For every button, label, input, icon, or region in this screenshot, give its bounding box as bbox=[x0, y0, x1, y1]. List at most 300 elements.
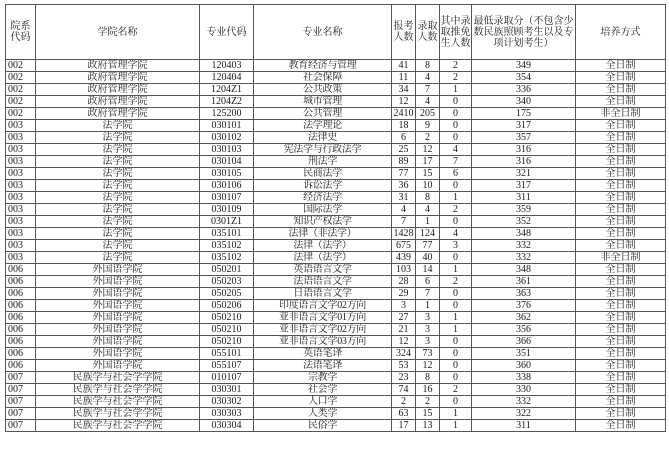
cell-applicants: 2 bbox=[392, 396, 416, 408]
cell-department-code: 006 bbox=[6, 336, 36, 348]
cell-department-code: 003 bbox=[6, 252, 36, 264]
cell-department-code: 003 bbox=[6, 132, 36, 144]
cell-major-name: 法学理论 bbox=[254, 120, 392, 132]
cell-min-score: 359 bbox=[472, 204, 576, 216]
cell-admitted: 17 bbox=[416, 156, 440, 168]
cell-major-name: 日语语言文学 bbox=[254, 288, 392, 300]
cell-admitted: 10 bbox=[416, 180, 440, 192]
cell-major-name: 英语语言文学 bbox=[254, 264, 392, 276]
table-row bbox=[6, 180, 666, 192]
cell-major-code: 030301 bbox=[200, 384, 254, 396]
cell-department-code: 002 bbox=[6, 108, 36, 120]
cell-admitted: 3 bbox=[416, 336, 440, 348]
cell-department-code: 003 bbox=[6, 192, 36, 204]
cell-study-mode: 全日制 bbox=[576, 408, 666, 420]
cell-major-code: 030101 bbox=[200, 120, 254, 132]
cell-exempt-admitted: 2 bbox=[440, 276, 472, 288]
table-row bbox=[6, 84, 666, 96]
cell-major-code: 030303 bbox=[200, 408, 254, 420]
cell-major-code: 030105 bbox=[200, 168, 254, 180]
cell-major-name: 知识产权法学 bbox=[254, 216, 392, 228]
cell-study-mode: 全日制 bbox=[576, 384, 666, 396]
cell-admitted: 13 bbox=[416, 420, 440, 432]
cell-study-mode: 全日制 bbox=[576, 144, 666, 156]
cell-major-name: 民商法学 bbox=[254, 168, 392, 180]
cell-admitted: 7 bbox=[416, 288, 440, 300]
cell-min-score: 332 bbox=[472, 396, 576, 408]
table-row bbox=[6, 324, 666, 336]
cell-exempt-admitted: 0 bbox=[440, 336, 472, 348]
table-row bbox=[6, 348, 666, 360]
cell-exempt-admitted: 2 bbox=[440, 72, 472, 84]
cell-study-mode: 全日制 bbox=[576, 276, 666, 288]
table-row bbox=[6, 216, 666, 228]
cell-major-code: 030104 bbox=[200, 156, 254, 168]
table-row bbox=[6, 60, 666, 72]
cell-study-mode: 非全日制 bbox=[576, 108, 666, 120]
cell-admitted: 12 bbox=[416, 360, 440, 372]
cell-major-code: 125200 bbox=[200, 108, 254, 120]
cell-applicants: 12 bbox=[392, 96, 416, 108]
cell-department-code: 006 bbox=[6, 288, 36, 300]
cell-applicants: 324 bbox=[392, 348, 416, 360]
table-row bbox=[6, 204, 666, 216]
cell-applicants: 34 bbox=[392, 84, 416, 96]
cell-study-mode: 全日制 bbox=[576, 120, 666, 132]
cell-major-code: 030103 bbox=[200, 144, 254, 156]
table-row bbox=[6, 264, 666, 276]
cell-exempt-admitted: 4 bbox=[440, 228, 472, 240]
cell-major-name: 英语笔译 bbox=[254, 348, 392, 360]
cell-major-code: 055107 bbox=[200, 360, 254, 372]
cell-department-code: 003 bbox=[6, 144, 36, 156]
cell-major-name: 国际法学 bbox=[254, 204, 392, 216]
cell-major-name: 亚非语言文学02方向 bbox=[254, 324, 392, 336]
cell-min-score: 352 bbox=[472, 216, 576, 228]
cell-major-name: 教育经济与管理 bbox=[254, 60, 392, 72]
cell-major-name: 法语语言文学 bbox=[254, 276, 392, 288]
cell-major-code: 0301Z1 bbox=[200, 216, 254, 228]
cell-department-code: 003 bbox=[6, 240, 36, 252]
cell-major-name: 法语笔译 bbox=[254, 360, 392, 372]
cell-department-code: 002 bbox=[6, 84, 36, 96]
cell-admitted: 16 bbox=[416, 384, 440, 396]
cell-exempt-admitted: 1 bbox=[440, 192, 472, 204]
table-row bbox=[6, 288, 666, 300]
cell-major-name: 诉讼法学 bbox=[254, 180, 392, 192]
cell-study-mode: 全日制 bbox=[576, 348, 666, 360]
cell-major-code: 010107 bbox=[200, 372, 254, 384]
cell-exempt-admitted: 1 bbox=[440, 420, 472, 432]
cell-major-code: 030109 bbox=[200, 204, 254, 216]
cell-applicants: 12 bbox=[392, 336, 416, 348]
cell-admitted: 15 bbox=[416, 408, 440, 420]
cell-major-name: 法律（法学） bbox=[254, 240, 392, 252]
cell-min-score: 360 bbox=[472, 360, 576, 372]
cell-study-mode: 全日制 bbox=[576, 180, 666, 192]
cell-study-mode: 非全日制 bbox=[576, 252, 666, 264]
cell-major-name: 刑法学 bbox=[254, 156, 392, 168]
cell-min-score: 356 bbox=[472, 324, 576, 336]
cell-major-code: 055101 bbox=[200, 348, 254, 360]
cell-min-score: 376 bbox=[472, 300, 576, 312]
cell-exempt-admitted: 0 bbox=[440, 252, 472, 264]
cell-exempt-admitted: 2 bbox=[440, 204, 472, 216]
cell-college-name: 法学院 bbox=[36, 120, 200, 132]
cell-admitted: 205 bbox=[416, 108, 440, 120]
table-row bbox=[6, 132, 666, 144]
cell-admitted: 8 bbox=[416, 192, 440, 204]
cell-major-name: 法律（法学） bbox=[254, 252, 392, 264]
cell-admitted: 1 bbox=[416, 216, 440, 228]
cell-department-code: 003 bbox=[6, 180, 36, 192]
cell-major-code: 1204Z2 bbox=[200, 96, 254, 108]
cell-college-name: 外国语学院 bbox=[36, 348, 200, 360]
cell-applicants: 36 bbox=[392, 180, 416, 192]
cell-exempt-admitted: 4 bbox=[440, 144, 472, 156]
table-row bbox=[6, 156, 666, 168]
cell-study-mode: 全日制 bbox=[576, 216, 666, 228]
cell-major-code: 030107 bbox=[200, 192, 254, 204]
cell-exempt-admitted: 3 bbox=[440, 240, 472, 252]
cell-admitted: 73 bbox=[416, 348, 440, 360]
table-row bbox=[6, 336, 666, 348]
cell-exempt-admitted: 1 bbox=[440, 408, 472, 420]
cell-min-score: 363 bbox=[472, 288, 576, 300]
cell-college-name: 外国语学院 bbox=[36, 324, 200, 336]
cell-exempt-admitted: 0 bbox=[440, 216, 472, 228]
cell-admitted: 14 bbox=[416, 264, 440, 276]
cell-college-name: 政府管理学院 bbox=[36, 72, 200, 84]
cell-study-mode: 全日制 bbox=[576, 240, 666, 252]
cell-study-mode: 全日制 bbox=[576, 336, 666, 348]
cell-admitted: 4 bbox=[416, 96, 440, 108]
cell-applicants: 103 bbox=[392, 264, 416, 276]
header-major-name: 专业名称 bbox=[254, 5, 392, 60]
cell-college-name: 外国语学院 bbox=[36, 264, 200, 276]
table-row bbox=[6, 108, 666, 120]
cell-exempt-admitted: 6 bbox=[440, 168, 472, 180]
cell-applicants: 17 bbox=[392, 420, 416, 432]
cell-college-name: 外国语学院 bbox=[36, 360, 200, 372]
cell-college-name: 法学院 bbox=[36, 192, 200, 204]
cell-min-score: 366 bbox=[472, 336, 576, 348]
cell-admitted: 8 bbox=[416, 372, 440, 384]
cell-major-name: 人类学 bbox=[254, 408, 392, 420]
cell-college-name: 法学院 bbox=[36, 228, 200, 240]
cell-major-name: 公共管理 bbox=[254, 108, 392, 120]
cell-major-code: 035102 bbox=[200, 240, 254, 252]
cell-major-code: 120404 bbox=[200, 72, 254, 84]
cell-admitted: 12 bbox=[416, 144, 440, 156]
cell-exempt-admitted: 1 bbox=[440, 312, 472, 324]
cell-min-score: 348 bbox=[472, 228, 576, 240]
cell-study-mode: 全日制 bbox=[576, 420, 666, 432]
cell-applicants: 29 bbox=[392, 288, 416, 300]
cell-min-score: 349 bbox=[472, 60, 576, 72]
cell-department-code: 006 bbox=[6, 360, 36, 372]
table-row bbox=[6, 408, 666, 420]
table-row bbox=[6, 312, 666, 324]
table-row bbox=[6, 228, 666, 240]
cell-applicants: 28 bbox=[392, 276, 416, 288]
table-body bbox=[6, 60, 666, 432]
table-row bbox=[6, 300, 666, 312]
cell-major-name: 民俗学 bbox=[254, 420, 392, 432]
cell-applicants: 25 bbox=[392, 144, 416, 156]
cell-college-name: 法学院 bbox=[36, 240, 200, 252]
cell-min-score: 332 bbox=[472, 252, 576, 264]
cell-applicants: 3 bbox=[392, 300, 416, 312]
cell-applicants: 18 bbox=[392, 120, 416, 132]
cell-study-mode: 全日制 bbox=[576, 396, 666, 408]
cell-admitted: 2 bbox=[416, 132, 440, 144]
cell-study-mode: 全日制 bbox=[576, 204, 666, 216]
cell-study-mode: 全日制 bbox=[576, 324, 666, 336]
cell-study-mode: 全日制 bbox=[576, 84, 666, 96]
cell-exempt-admitted: 0 bbox=[440, 108, 472, 120]
cell-min-score: 317 bbox=[472, 120, 576, 132]
cell-admitted: 3 bbox=[416, 324, 440, 336]
cell-major-name: 人口学 bbox=[254, 396, 392, 408]
table-row bbox=[6, 144, 666, 156]
cell-min-score: 175 bbox=[472, 108, 576, 120]
cell-major-name: 城市管理 bbox=[254, 96, 392, 108]
cell-exempt-admitted: 0 bbox=[440, 288, 472, 300]
cell-major-name: 印度语言文学02方向 bbox=[254, 300, 392, 312]
cell-department-code: 006 bbox=[6, 264, 36, 276]
cell-department-code: 006 bbox=[6, 276, 36, 288]
cell-applicants: 74 bbox=[392, 384, 416, 396]
cell-admitted: 3 bbox=[416, 312, 440, 324]
cell-college-name: 外国语学院 bbox=[36, 312, 200, 324]
cell-exempt-admitted: 1 bbox=[440, 324, 472, 336]
cell-college-name: 法学院 bbox=[36, 180, 200, 192]
cell-department-code: 002 bbox=[6, 60, 36, 72]
cell-applicants: 21 bbox=[392, 324, 416, 336]
cell-admitted: 1 bbox=[416, 300, 440, 312]
cell-major-code: 035102 bbox=[200, 252, 254, 264]
cell-applicants: 4 bbox=[392, 204, 416, 216]
cell-exempt-admitted: 0 bbox=[440, 96, 472, 108]
cell-major-code: 050210 bbox=[200, 312, 254, 324]
cell-department-code: 003 bbox=[6, 156, 36, 168]
cell-min-score: 336 bbox=[472, 84, 576, 96]
admission-table-container bbox=[5, 4, 665, 432]
table-row bbox=[6, 252, 666, 264]
cell-applicants: 7 bbox=[392, 216, 416, 228]
header-applicants: 报考人数 bbox=[392, 5, 416, 60]
header-study-mode: 培养方式 bbox=[576, 5, 666, 60]
cell-major-code: 035101 bbox=[200, 228, 254, 240]
cell-exempt-admitted: 0 bbox=[440, 120, 472, 132]
cell-study-mode: 全日制 bbox=[576, 288, 666, 300]
cell-applicants: 6 bbox=[392, 132, 416, 144]
cell-study-mode: 全日制 bbox=[576, 156, 666, 168]
cell-college-name: 民族学与社会学学院 bbox=[36, 408, 200, 420]
cell-min-score: 311 bbox=[472, 192, 576, 204]
cell-college-name: 法学院 bbox=[36, 168, 200, 180]
cell-college-name: 法学院 bbox=[36, 216, 200, 228]
cell-major-name: 法律（非法学） bbox=[254, 228, 392, 240]
cell-study-mode: 全日制 bbox=[576, 264, 666, 276]
cell-college-name: 政府管理学院 bbox=[36, 108, 200, 120]
cell-exempt-admitted: 0 bbox=[440, 300, 472, 312]
cell-major-code: 030102 bbox=[200, 132, 254, 144]
cell-min-score: 311 bbox=[472, 420, 576, 432]
cell-major-code: 050206 bbox=[200, 300, 254, 312]
cell-college-name: 民族学与社会学学院 bbox=[36, 420, 200, 432]
cell-applicants: 2410 bbox=[393, 107, 414, 119]
header-exempt-admitted: 其中录取推免生人数 bbox=[440, 5, 472, 60]
header-department-code: 院系代码 bbox=[6, 5, 36, 60]
cell-department-code: 002 bbox=[6, 96, 36, 108]
cell-applicants: 11 bbox=[392, 72, 416, 84]
cell-major-code: 030304 bbox=[200, 420, 254, 432]
cell-admitted: 9 bbox=[416, 120, 440, 132]
cell-applicants: 31 bbox=[392, 192, 416, 204]
cell-applicants: 53 bbox=[392, 360, 416, 372]
cell-department-code: 007 bbox=[6, 372, 36, 384]
cell-min-score: 340 bbox=[472, 96, 576, 108]
cell-min-score: 338 bbox=[472, 372, 576, 384]
cell-min-score: 322 bbox=[472, 408, 576, 420]
cell-major-name: 社会保障 bbox=[254, 72, 392, 84]
cell-department-code: 006 bbox=[6, 348, 36, 360]
cell-college-name: 法学院 bbox=[36, 144, 200, 156]
header-college-name: 学院名称 bbox=[36, 5, 200, 60]
cell-admitted: 124 bbox=[416, 228, 440, 240]
cell-exempt-admitted: 0 bbox=[440, 132, 472, 144]
table-row bbox=[6, 168, 666, 180]
cell-college-name: 民族学与社会学学院 bbox=[36, 396, 200, 408]
cell-department-code: 006 bbox=[6, 312, 36, 324]
cell-exempt-admitted: 0 bbox=[440, 348, 472, 360]
cell-college-name: 政府管理学院 bbox=[36, 84, 200, 96]
cell-major-code: 050203 bbox=[200, 276, 254, 288]
cell-college-name: 政府管理学院 bbox=[36, 60, 200, 72]
cell-major-code: 050201 bbox=[200, 264, 254, 276]
cell-college-name: 外国语学院 bbox=[36, 300, 200, 312]
table-row bbox=[6, 240, 666, 252]
cell-min-score: 332 bbox=[472, 240, 576, 252]
cell-min-score: 316 bbox=[472, 144, 576, 156]
cell-min-score: 362 bbox=[472, 312, 576, 324]
cell-exempt-admitted: 0 bbox=[440, 396, 472, 408]
cell-min-score: 316 bbox=[472, 156, 576, 168]
cell-study-mode: 全日制 bbox=[576, 360, 666, 372]
table-row bbox=[6, 384, 666, 396]
cell-college-name: 民族学与社会学学院 bbox=[36, 372, 200, 384]
cell-college-name: 外国语学院 bbox=[36, 336, 200, 348]
header-min-score: 最低录取分（不包含少数民族照顾考生以及专项计划考生） bbox=[472, 5, 576, 60]
table-row bbox=[6, 420, 666, 432]
cell-study-mode: 全日制 bbox=[576, 228, 666, 240]
cell-college-name: 法学院 bbox=[36, 204, 200, 216]
table-row bbox=[6, 96, 666, 108]
cell-admitted: 6 bbox=[416, 276, 440, 288]
cell-exempt-admitted: 0 bbox=[440, 372, 472, 384]
cell-admitted: 2 bbox=[416, 396, 440, 408]
cell-department-code: 006 bbox=[6, 324, 36, 336]
cell-major-name: 宗教学 bbox=[254, 372, 392, 384]
cell-department-code: 003 bbox=[6, 120, 36, 132]
cell-major-name: 宪法学与行政法学 bbox=[254, 144, 392, 156]
cell-applicants: 1428 bbox=[393, 227, 414, 239]
cell-department-code: 007 bbox=[6, 408, 36, 420]
table-row bbox=[6, 396, 666, 408]
cell-applicants: 27 bbox=[392, 312, 416, 324]
cell-admitted: 40 bbox=[416, 252, 440, 264]
cell-department-code: 002 bbox=[6, 72, 36, 84]
cell-college-name: 法学院 bbox=[36, 156, 200, 168]
table-row bbox=[6, 72, 666, 84]
cell-department-code: 006 bbox=[6, 300, 36, 312]
cell-major-name: 亚非语言文学03方向 bbox=[254, 336, 392, 348]
cell-major-name: 经济法学 bbox=[254, 192, 392, 204]
cell-applicants: 63 bbox=[392, 408, 416, 420]
cell-min-score: 321 bbox=[472, 168, 576, 180]
cell-applicants: 89 bbox=[392, 156, 416, 168]
cell-min-score: 330 bbox=[472, 384, 576, 396]
cell-admitted: 15 bbox=[416, 168, 440, 180]
cell-college-name: 外国语学院 bbox=[36, 288, 200, 300]
cell-college-name: 法学院 bbox=[36, 252, 200, 264]
cell-major-code: 030106 bbox=[200, 180, 254, 192]
cell-major-code: 050210 bbox=[200, 324, 254, 336]
cell-college-name: 民族学与社会学学院 bbox=[36, 384, 200, 396]
cell-study-mode: 全日制 bbox=[576, 168, 666, 180]
cell-exempt-admitted: 1 bbox=[440, 264, 472, 276]
cell-exempt-admitted: 2 bbox=[440, 60, 472, 72]
cell-applicants: 77 bbox=[392, 168, 416, 180]
cell-min-score: 357 bbox=[472, 132, 576, 144]
cell-major-code: 050210 bbox=[200, 336, 254, 348]
cell-department-code: 007 bbox=[6, 396, 36, 408]
cell-exempt-admitted: 0 bbox=[440, 360, 472, 372]
cell-admitted: 77 bbox=[416, 240, 440, 252]
cell-study-mode: 全日制 bbox=[576, 132, 666, 144]
cell-department-code: 007 bbox=[6, 420, 36, 432]
cell-applicants: 41 bbox=[392, 60, 416, 72]
cell-major-name: 亚非语言文学01方向 bbox=[254, 312, 392, 324]
cell-major-name: 社会学 bbox=[254, 384, 392, 396]
cell-applicants: 23 bbox=[392, 372, 416, 384]
table-row bbox=[6, 360, 666, 372]
table-header-row bbox=[6, 5, 666, 60]
cell-min-score: 348 bbox=[472, 264, 576, 276]
cell-department-code: 003 bbox=[6, 228, 36, 240]
table-row bbox=[6, 276, 666, 288]
cell-major-code: 050205 bbox=[200, 288, 254, 300]
cell-study-mode: 全日制 bbox=[576, 372, 666, 384]
cell-study-mode: 全日制 bbox=[576, 312, 666, 324]
cell-study-mode: 全日制 bbox=[576, 72, 666, 84]
header-major-code: 专业代码 bbox=[200, 5, 254, 60]
cell-study-mode: 全日制 bbox=[576, 192, 666, 204]
cell-exempt-admitted: 7 bbox=[440, 156, 472, 168]
cell-min-score: 354 bbox=[472, 72, 576, 84]
cell-min-score: 351 bbox=[472, 348, 576, 360]
cell-college-name: 外国语学院 bbox=[36, 276, 200, 288]
cell-major-name: 公共政策 bbox=[254, 84, 392, 96]
cell-study-mode: 全日制 bbox=[576, 300, 666, 312]
cell-college-name: 法学院 bbox=[36, 132, 200, 144]
cell-study-mode: 全日制 bbox=[576, 60, 666, 72]
cell-exempt-admitted: 2 bbox=[440, 384, 472, 396]
cell-exempt-admitted: 1 bbox=[440, 84, 472, 96]
cell-major-code: 120403 bbox=[200, 60, 254, 72]
